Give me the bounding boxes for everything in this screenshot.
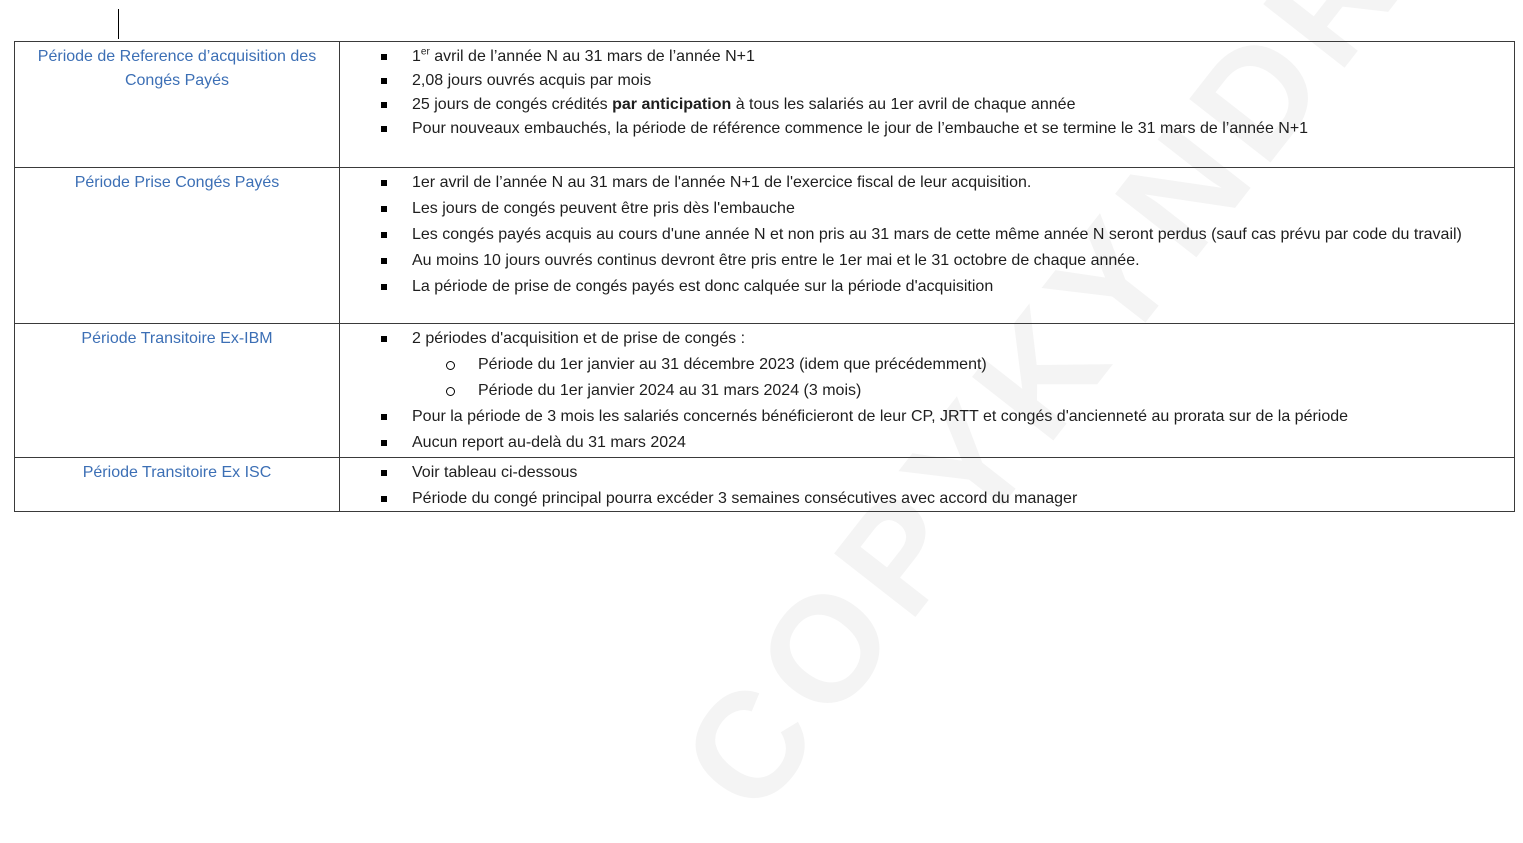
sub-list-item: Période du 1er janvier 2024 au 31 mars 2024 (3 mois)	[340, 379, 1484, 403]
list-item: Voir tableau ci-dessous	[340, 461, 1484, 485]
list-item: Les jours de congés peuvent être pris dès l'embauche	[340, 197, 1484, 221]
row-label-reference-period: Période de Reference d’acquisition des Congés Payés	[15, 42, 340, 168]
bullet-list	[340, 458, 1514, 511]
table-row	[15, 168, 1515, 324]
list-item: 1er avril de l’année N au 31 mars de l'année N+1 de l'exercice fiscal de leur acquisition.	[340, 171, 1484, 195]
list-item: Pour nouveaux embauchés, la période de référence commence le jour de l’embauche et se termine le 31 mars de l’année N+1	[340, 117, 1484, 141]
row-label-taking-period: Période Prise Congés Payés	[15, 168, 340, 324]
list-item: 2 périodes d'acquisition et de prise de congés :	[340, 327, 1484, 351]
bullet-list	[340, 42, 1514, 141]
list-item: 25 jours de congés crédités par anticipation à tous les salariés au 1er avril de chaque année	[340, 93, 1484, 117]
row-content	[340, 42, 1515, 168]
list-item: Aucun report au-delà du 31 mars 2024	[340, 431, 1484, 455]
leave-policy-table	[14, 41, 1515, 512]
sub-bullet-list	[340, 353, 1484, 403]
list-item: La période de prise de congés payés est donc calquée sur la période d'acquisition	[340, 275, 1484, 299]
list-item: Période du congé principal pourra excéder 3 semaines consécutives avec accord du manager	[340, 487, 1484, 511]
sub-list-item: Période du 1er janvier au 31 décembre 2023 (idem que précédemment)	[340, 353, 1484, 377]
table-row	[15, 458, 1515, 512]
table-row	[15, 42, 1515, 168]
list-item: 2,08 jours ouvrés acquis par mois	[340, 69, 1484, 93]
table-row	[15, 324, 1515, 458]
bullet-list	[340, 168, 1514, 299]
row-label-transition-ex-isc: Période Transitoire Ex ISC	[15, 458, 340, 512]
list-item: Au moins 10 jours ouvrés continus devront être pris entre le 1er mai et le 31 octobre de chaque année.	[340, 249, 1484, 273]
sub-list-container	[340, 353, 1484, 403]
row-content	[340, 458, 1515, 512]
list-item: 1er avril de l’année N au 31 mars de l’année N+1	[340, 45, 1484, 69]
list-item: Pour la période de 3 mois les salariés concernés bénéficieront de leur CP, JRTT et congés d'ancienneté au prorata sur de la période	[340, 405, 1484, 429]
row-content	[340, 168, 1515, 324]
text-cursor	[118, 9, 119, 39]
row-label-transition-ex-ibm: Période Transitoire Ex-IBM	[15, 324, 340, 458]
list-item: Les congés payés acquis au cours d'une année N et non pris au 31 mars de cette même année N seront perdus (sauf cas prévu par code du travail)	[340, 223, 1484, 247]
bullet-list	[340, 324, 1514, 455]
row-content	[340, 324, 1515, 458]
